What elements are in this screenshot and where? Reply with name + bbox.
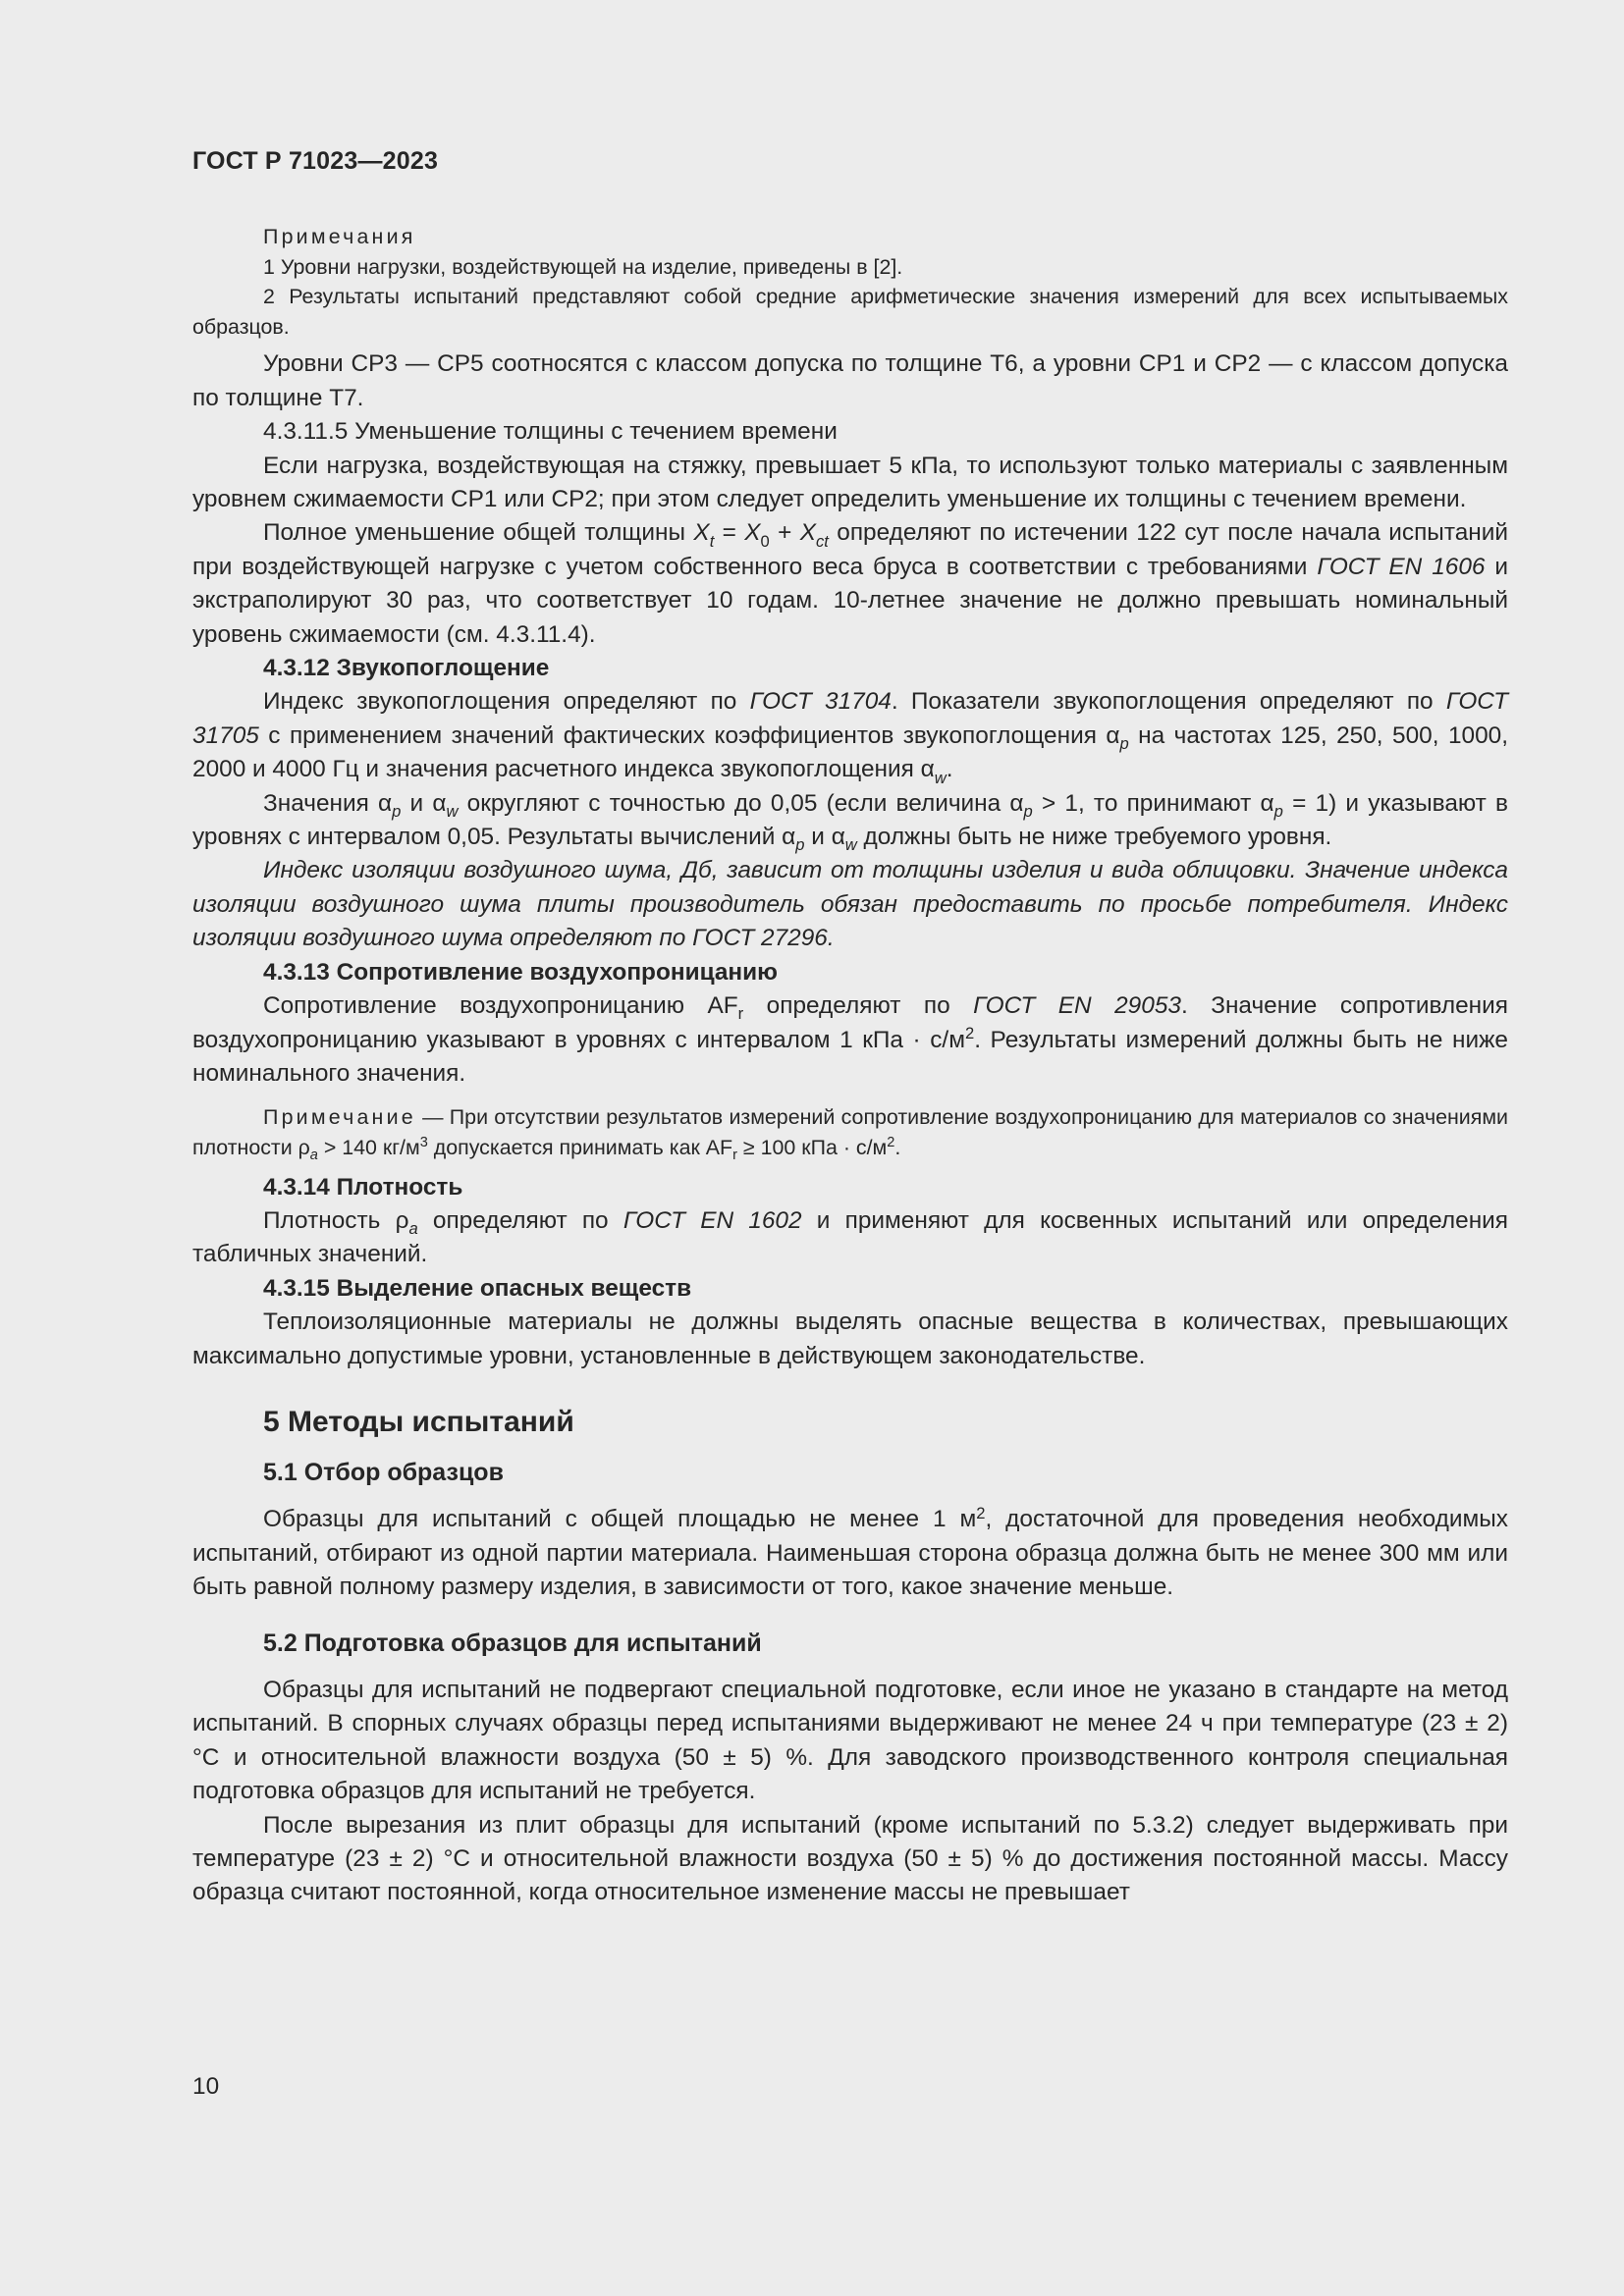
text-run: , достаточной для проведения необходимых испытаний, отбирают из одной партии материала. Наименьшая сторона образца должна быть не менее 300 мм или быть равной полному размеру изделия, в зависимости от того, какое значение меньше. [192,1506,1508,1601]
text-run: После вырезания из плит образцы для испытаний (кроме испытаний по 5.3.2) следует выдерживать при температуре (23 ± 2) °C и относительной влажности воздуха (50 ± 5) % до достижения постоянной массы. Массу образца считают постоянной, когда относительное изменение массы не превышает [192,1811,1508,1906]
text-run: p [795,835,805,855]
paragraph [192,516,1508,652]
text-run: p [392,801,402,821]
text-run: w [934,768,947,787]
note-paragraph [192,252,1508,283]
section-heading [192,1627,1508,1660]
paragraph [192,989,1508,1091]
paragraph [192,1306,1508,1373]
text-run: Если нагрузка, воздействующая на стяжку, превышает 5 кПа, то используют только материалы с заявленным уровнем сжимаемости CP1 или CP2; при этом следует определить уменьшение их толщины с течением времени. [192,452,1508,512]
text-run: Значения α [263,789,393,817]
text-run: округляют с точностью до 0,05 (если величина α [458,789,1024,817]
text-run: 5.2 Подготовка образцов для испытаний [263,1629,762,1657]
text-run: ГОСТ EN 1606 [1317,553,1486,580]
text-run: p [1273,801,1283,821]
paragraph [192,685,1508,786]
text-run: > 1, то принимают α [1032,789,1274,817]
text-run: Образцы для испытаний с общей площадью не менее 1 м [263,1506,977,1533]
text-run: . Значение сопротивления воздухопроницанию указывают в уровнях с интервалом 1 кПа · с/м [192,992,1508,1053]
text-run: ГОСТ 31705 [192,688,1509,749]
text-run: Полное уменьшение общей толщины [263,519,694,547]
text-run: Уровни CP3 — CP5 соотносятся с классом допуска по толщине T6, а уровни CP1 и CP2 — с классом допуска по толщине T7. [192,350,1508,411]
text-run: ct [816,531,829,551]
text-run: . [946,756,953,783]
text-run: — При отсутствии результатов измерений сопротивление воздухопроницанию для материалов со значениями плотности ρ [192,1105,1508,1159]
document-code-header: ГОСТ Р 71023—2023 [192,147,439,175]
text-run: должны быть не ниже требуемого уровня. [856,824,1332,851]
text-run: r [732,1148,737,1164]
text-run: = 1) и указывают в уровнях с интервалом 0,05. Результаты вычислений α [192,789,1508,851]
text-run: определяют по [743,992,974,1020]
document-body [192,222,1508,1910]
text-run: 4.3.11.5 Уменьшение толщины с течением времени [263,418,838,446]
text-run: p [1023,801,1033,821]
paragraph [192,1674,1508,1809]
text-run: Примечание [263,1105,416,1130]
text-run: r [737,1004,744,1024]
paragraph [192,854,1508,955]
section-heading [192,956,1508,989]
text-run: 5 Методы испытаний [263,1405,574,1438]
text-run: t [709,531,715,551]
text-run: 2 [964,1023,975,1042]
text-run: a [408,1219,418,1239]
text-run: ГОСТ 31704 [749,688,892,716]
text-run: = [714,519,745,547]
text-run: 4.3.15 Выделение опасных веществ [263,1274,692,1302]
page-number: 10 [192,2073,220,2100]
text-run: Примечания [263,225,416,248]
text-run: и α [804,824,845,851]
text-run: ≥ 100 кПа · с/м [736,1135,888,1159]
paragraph [192,415,1508,449]
paragraph [192,450,1508,517]
text-run: Плотность ρ [263,1206,409,1234]
text-run: Образцы для испытаний не подвергают специальной подготовке, если иное не указано в стандарте на метод испытаний. В спорных случаях образцы перед испытаниями выдерживают не менее 24 ч при температуре (23 ± 2) °C и относительной влажности воздуха (50 ± 5) %. Для заводского производственного контроля специальная подготовка образцов для испытаний не требуется. [192,1676,1508,1805]
paragraph [192,1204,1508,1272]
text-run: Индекс звукопоглощения определяют по [263,688,750,716]
note-paragraph [192,222,1508,252]
text-run: 4.3.14 Плотность [263,1173,463,1201]
section-heading [192,1171,1508,1204]
text-run: + [769,519,800,547]
text-run: p [1119,734,1129,754]
section-heading [192,1456,1508,1489]
text-run: определяют по истечении 122 сут после начала испытаний при воздействующей нагрузке с учетом собственного веса бруса в соответствии с требованиями [192,519,1509,580]
text-run: и применяют для косвенных испытаний или определения табличных значений. [192,1206,1509,1268]
text-run: ГОСТ EN 29053 [973,992,1181,1020]
text-run: с применением значений фактических коэффициентов звукопоглощения α [258,721,1120,749]
text-run: на частотах 125, 250, 500, 1000, 2000 и 4000 Гц и значения расчетного индекса звукопоглощения α [192,721,1508,783]
text-run: 5.1 Отбор образцов [263,1458,504,1486]
text-run: 4.3.13 Сопротивление воздухопроницанию [263,958,778,986]
text-run: X [799,519,816,547]
text-run: . Результаты измерений должны быть не ниже номинального значения. [192,1026,1508,1087]
text-run: X [693,519,710,547]
paragraph [192,347,1508,415]
text-run: . [894,1135,901,1159]
text-run: w [446,801,459,821]
text-run: Теплоизоляционные материалы не должны выделять опасные вещества в количествах, превышающих максимально допустимые уровни, установленные в действующем законодательстве. [192,1308,1508,1369]
text-run: 2 [887,1135,895,1151]
text-run: 2 Результаты испытаний представляют собой средние арифметические значения измерений для всех испытываемых образцов. [192,285,1508,339]
text-run: 3 [419,1135,428,1151]
text-run: ГОСТ EN 1602 [623,1206,802,1234]
text-run: определяют по [417,1206,623,1234]
text-run: и α [401,789,447,817]
text-run: > 140 кг/м [317,1135,420,1159]
text-run: w [844,835,857,855]
text-run: 0 [760,531,770,551]
section-heading [192,1272,1508,1306]
text-run: X [744,519,761,547]
text-run: и экстраполируют 30 раз, что соответствует 10 годам. 10-летнее значение не должно превышать номинальный уровень сжимаемости (см. 4.3.11.4). [192,553,1509,648]
section-heading [192,652,1508,685]
paragraph [192,1809,1508,1910]
text-run: Сопротивление воздухопроницанию AF [263,992,738,1020]
section-heading [192,1403,1508,1442]
paragraph [192,787,1508,855]
note-paragraph [192,282,1508,342]
paragraph [192,1503,1508,1604]
text-run: . Показатели звукопоглощения определяют по [891,688,1446,716]
text-run: 1 Уровни нагрузки, воздействующей на изделие, приведены в [2]. [263,254,903,279]
text-run: Индекс изоляции воздушного шума, Дб, зависит от толщины изделия и вида облицовки. Значение индекса изоляции воздушного шума плиты производитель обязан предоставить по просьбе потребителя. Индекс изоляции воздушного шума определяют по ГОСТ 27296. [192,857,1508,952]
text-run: 4.3.12 Звукопоглощение [263,655,550,682]
text-run: 2 [976,1503,986,1522]
text-run: допускается принимать как AF [427,1135,733,1159]
note-paragraph [192,1102,1508,1162]
text-run: a [309,1148,318,1164]
